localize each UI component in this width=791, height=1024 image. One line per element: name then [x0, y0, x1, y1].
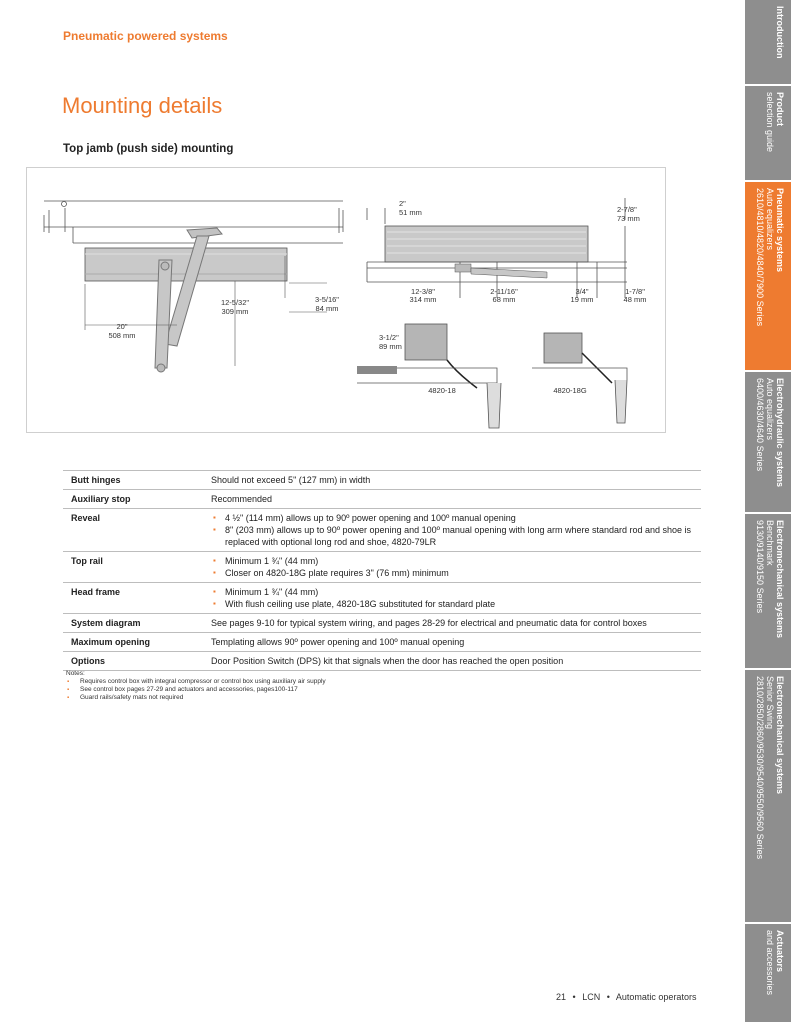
spec-bullet: ▪ With flush ceiling use plate, 4820-18G substituted for standard plate: [211, 598, 701, 610]
spec-row: [63, 583, 701, 614]
spec-row: [63, 633, 701, 652]
spec-key: Butt hinges: [71, 475, 121, 485]
specs-table: [63, 470, 701, 671]
footer-section: Automatic operators: [615, 992, 697, 1002]
side-tab-subtitle: 6400/4630/4640 Series: [755, 378, 765, 472]
footer-separator: •: [572, 992, 576, 1002]
side-tab[interactable]: [745, 514, 791, 670]
dim-2-11-16-mm-label: 68 mm: [492, 295, 516, 304]
spec-value: [203, 490, 701, 509]
dim-2-7-8-label: 2-7/8": [617, 205, 637, 214]
spec-row: [63, 552, 701, 583]
note-item: ▪ Requires control box with integral compressor or control box using auxiliary air supply: [66, 678, 326, 686]
spec-row: [63, 509, 701, 552]
spec-row: [63, 614, 701, 633]
spec-row: [63, 490, 701, 509]
label-4820-18: 4820-18: [428, 386, 456, 395]
spec-value-text: Recommended: [211, 494, 273, 504]
spec-value-text: Door Position Switch (DPS) kit that signals when the door has reached the open position: [211, 656, 564, 666]
side-tab-subtitle: and accessories: [765, 930, 775, 996]
dim-3-1-2-mm-label: 89 mm: [379, 342, 402, 351]
side-tab-title: Actuators: [775, 930, 785, 973]
dim-2-7-8-mm-label: 73 mm: [617, 214, 640, 223]
spec-value-text: Should not exceed 5" (127 mm) in width: [211, 475, 371, 485]
spec-value: [203, 652, 701, 671]
side-tab-title: Electromechanical systems: [775, 520, 785, 639]
notes-list: [66, 678, 326, 702]
side-tab-subtitle: 9130/9140/9150 Series: [755, 520, 765, 614]
dim-2-11-16-label: 2-11/16": [490, 287, 518, 296]
dim-12-3-8-label: 12-3/8": [411, 287, 435, 296]
spec-bullet: ▪ 4 ½" (114 mm) allows up to 90º power opening and 100º manual opening: [211, 512, 701, 524]
side-tab-subtitle: Auto equalizers: [765, 378, 775, 441]
dim-1-7-8-label: 1-7/8": [625, 287, 645, 296]
page-title: Mounting details: [62, 93, 223, 118]
side-tab-subtitle: selection guide: [765, 92, 775, 153]
mounting-diagram: [26, 167, 666, 433]
side-tab-title: Pneumatic systems: [775, 188, 785, 273]
spec-bullet: ▪ Closer on 4820-18G plate requires 3" (76 mm) minimum: [211, 567, 701, 579]
side-tab-title: Product: [775, 92, 785, 127]
dim-20-mm-label: 508 mm: [108, 331, 136, 340]
spec-bullet: ▪ 8" (203 mm) allows up to 90º power opening and 100º manual opening with long arm where standard rod and shoe is replaced with optional long rod and shoe, 4820-79LR: [211, 524, 701, 548]
spec-value: [203, 633, 701, 652]
spec-value: [203, 552, 701, 583]
spec-value: [203, 614, 701, 633]
spec-key: System diagram: [71, 618, 141, 628]
dim-2-label: 2": [399, 199, 406, 208]
side-tab-subtitle: Benchmark: [765, 520, 775, 566]
side-tab[interactable]: [745, 372, 791, 514]
dim-3-5-16-label: 3-5/16": [315, 295, 339, 304]
notes: [66, 670, 326, 702]
side-tab[interactable]: [745, 0, 791, 86]
figure-title: Top jamb (push side) mounting: [63, 143, 234, 155]
spec-row: [63, 471, 701, 490]
section-tabs: [745, 0, 791, 1024]
side-tab[interactable]: [745, 924, 791, 1024]
side-tab-subtitle: 2610/4810/4820/4840/7900 Series: [755, 188, 765, 327]
footer-separator: •: [606, 992, 610, 1002]
side-tab-subtitle: Auto equalizers: [765, 188, 775, 251]
side-tab-subtitle: Senior Swing: [765, 676, 775, 730]
side-tab-subtitle: 2810/2850/2860/9530/9540/9550/9560 Series: [755, 676, 765, 860]
page-footer: [556, 992, 700, 1002]
spec-key: Head frame: [71, 587, 121, 597]
bracket: [455, 264, 471, 272]
spec-value: [203, 471, 701, 490]
spec-value-text: See pages 9-10 for typical system wiring, and pages 28-29 for electrical and pneumatic data for control boxes: [211, 618, 647, 628]
side-tab-title: Electromechanical systems: [775, 676, 785, 795]
footer-brand: LCN: [582, 992, 601, 1002]
spec-key: Maximum opening: [71, 637, 151, 647]
operator-side-view: [385, 226, 588, 262]
control-box-4820-18: [405, 324, 447, 360]
arm-side: [471, 268, 547, 278]
page-number: 21: [556, 992, 567, 1002]
dim-3-5-16-mm-label: 84 mm: [315, 304, 339, 313]
side-tab-title: Introduction: [775, 6, 785, 59]
dim-12-3-8-mm-label: 314 mm: [409, 295, 437, 304]
dim-20-label: 20": [116, 322, 128, 331]
dim-3-1-2-label: 3-1/2": [379, 333, 399, 342]
spec-key: Reveal: [71, 513, 101, 523]
label-4820-18g: 4820-18G: [553, 386, 587, 395]
dim-12-5-32-mm-label: 309 mm: [221, 307, 249, 316]
spec-value-text: Templating allows 90º power opening and 100º manual opening: [211, 637, 465, 647]
note-item: ▪ Guard rails/safety mats not required: [66, 694, 326, 702]
side-tab-title: Electrohydraulic systems: [775, 378, 785, 488]
spec-key: Top rail: [71, 556, 103, 566]
side-tab[interactable]: [745, 86, 791, 182]
control-box-4820-18g: [544, 333, 582, 363]
side-tab[interactable]: [745, 182, 791, 372]
spec-row: [63, 652, 701, 671]
spec-bullet: ▪ Minimum 1 ¾" (44 mm): [211, 555, 701, 567]
spec-value: [203, 583, 701, 614]
spec-key: Options: [71, 656, 105, 666]
spec-value: [203, 509, 701, 552]
note-item: ▪ See control box pages 27-29 and actuators and accessories, pages100-117: [66, 686, 326, 694]
spec-bullet: ▪ Minimum 1 ¾" (44 mm): [211, 586, 701, 598]
side-tab[interactable]: [745, 670, 791, 924]
dim-1-7-8-mm-label: 48 mm: [623, 295, 647, 304]
dim-3-4-label: 3/4": [575, 287, 589, 296]
notes-title: Notes:: [66, 670, 85, 677]
spec-key: Auxiliary stop: [71, 494, 131, 504]
dim-3-4-mm-label: 19 mm: [570, 295, 594, 304]
section-label: Pneumatic powered systems: [63, 29, 228, 43]
dim-12-5-32-label: 12-5/32": [220, 298, 250, 307]
dim-2-mm-label: 51 mm: [399, 208, 422, 217]
